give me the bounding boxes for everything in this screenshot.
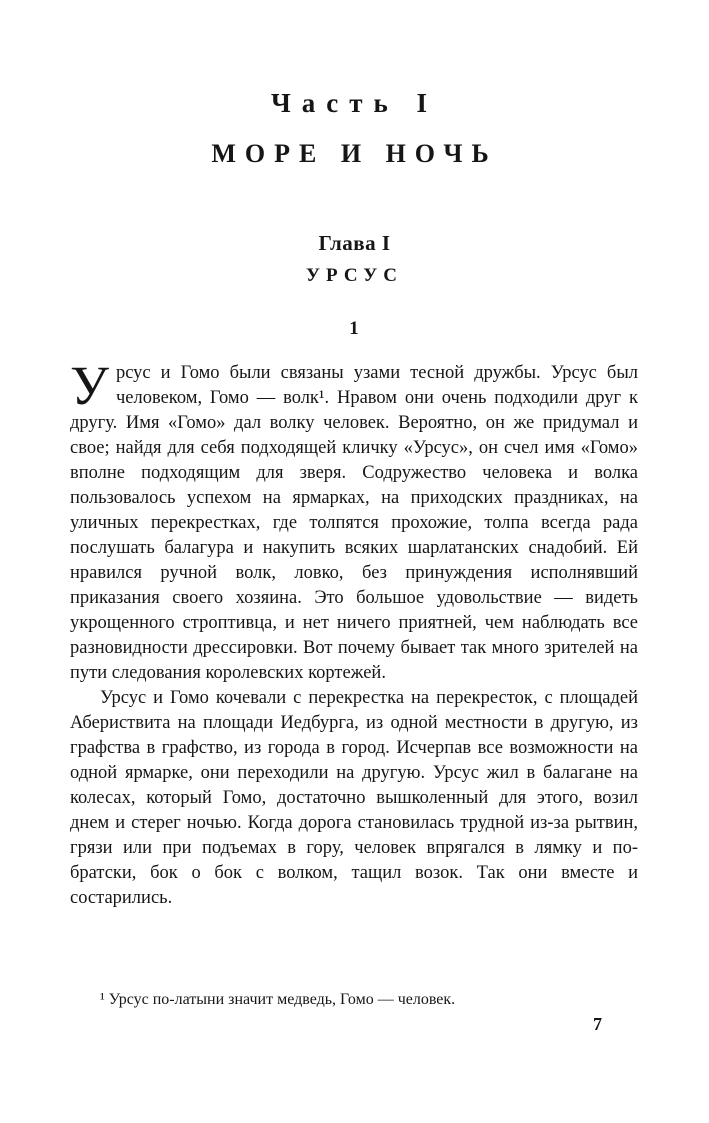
part-label: Часть I bbox=[270, 88, 439, 118]
chapter-title: УРСУС bbox=[306, 265, 403, 286]
paragraph-1-text: рсус и Гомо были связаны узами тесной дружбы. Урсус был человеком, Гомо — волк¹. Нравом они очень подходили друг к другу. Имя «Гомо» дал волку человек. Вероятно, он же придумал и свое; найдя для себя подходящей кличку «Урсус», он счел имя «Гомо» вполне подходящим для зверя. Содружество человека и волка пользовалось успехом на ярмарках, на приходских праздниках, на уличных перекрестках, где толпятся прохожие, толпа всегда рада послушать балагура и накупить всяких шарлатанских снадобий. Ей нравился ручной волк, ловко, без принуждения исполнявший приказания своего хозяина. Это большое удовольствие — видеть укрощенного строптивца, и нет ничего приятней, чем наблюдать все разновидности дрессировки. Вот почему бывает так много зрителей на пути следования королевских кортежей. bbox=[70, 363, 638, 683]
page-number: 7 bbox=[593, 1014, 602, 1034]
chapter-label: Глава I bbox=[318, 231, 391, 255]
paragraph-2: Урсус и Гомо кочевали с перекрестка на перекресток, с площадей Абериствита на площади Иедбурга, из одной местности в другую, из графства в графство, из города в город. Исчерпав все возможности на одной ярмарке, они переходили на другую. Урсус жил в балагане на колесах, который Гомо, достаточно вышколенный для этого, возил днем и стерег ночью. Когда дорога становилась трудной из-за рытвин, грязи или при подъемах в гору, человек впрягался в лямку и по-братски, бок о бок с волком, тащил возок. Так они вместе и состарились. bbox=[70, 688, 638, 908]
footnote: ¹ Урсус по-латыни значит медведь, Гомо — человек. bbox=[100, 991, 456, 1008]
paragraph-1 bbox=[70, 355, 638, 686]
section-number: 1 bbox=[349, 318, 360, 339]
dropcap-letter: У bbox=[70, 355, 109, 416]
body-text bbox=[70, 355, 638, 911]
part-title: МОРЕ И НОЧЬ bbox=[211, 139, 498, 168]
